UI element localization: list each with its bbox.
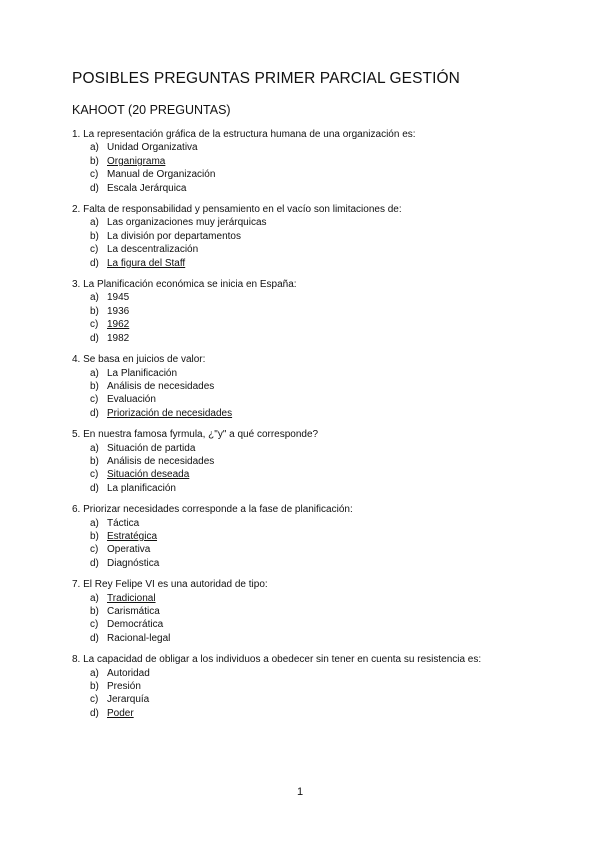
option-item: [90, 155, 552, 168]
option-letter: a): [90, 592, 99, 604]
option-item: [90, 393, 552, 406]
correct-answer-text: Organigrama: [107, 155, 166, 167]
option-item: [90, 530, 552, 543]
question-block: [72, 353, 552, 420]
option-item: [90, 243, 552, 256]
option-item: [90, 592, 552, 605]
option-letter: c): [90, 169, 99, 181]
page-number: 1: [296, 786, 304, 798]
option-item: [90, 680, 552, 693]
option-letter: c): [90, 694, 99, 706]
option-letter: a): [90, 517, 99, 529]
question-block: [72, 503, 552, 570]
option-list: [72, 216, 552, 270]
question-text: 3. La Planificación económica se inicia en España:: [72, 279, 297, 291]
correct-answer-text: Situación deseada: [107, 469, 190, 481]
option-letter: a): [90, 142, 99, 154]
option-letter: d): [90, 707, 99, 719]
option-text: Táctica: [107, 517, 140, 529]
option-text: La planificación: [107, 482, 176, 494]
section-subtitle: KAHOOT (20 PREGUNTAS): [72, 103, 231, 117]
option-item: [90, 305, 552, 318]
question-text: 8. La capacidad de obligar a los individuos a obedecer sin tener en cuenta su resistencia es:: [72, 654, 482, 666]
option-text: Democrática: [107, 619, 164, 631]
correct-answer-text: Priorización de necesidades: [107, 407, 233, 419]
option-letter: d): [90, 332, 99, 344]
option-text: Unidad Organizativa: [107, 142, 198, 154]
option-text: Escala Jerárquica: [107, 182, 187, 194]
option-letter: d): [90, 257, 99, 269]
question-block: [72, 428, 552, 495]
question-text: 2. Falta de responsabilidad y pensamiento en el vacío son limitaciones de:: [72, 204, 402, 216]
option-item: [90, 442, 552, 455]
question-text: 4. Se basa en juicios de valor:: [72, 354, 206, 366]
option-list: [72, 367, 552, 421]
question-text: 1. La representación gráfica de la estructura humana de una organización es:: [72, 129, 416, 140]
option-item: [90, 216, 552, 229]
question-block: [72, 578, 552, 645]
option-letter: d): [90, 407, 99, 419]
option-text: Análisis de necesidades: [107, 380, 215, 392]
option-text: Manual de Organización: [107, 169, 216, 181]
correct-answer-text: Tradicional: [107, 592, 156, 604]
option-letter: b): [90, 681, 99, 693]
option-text: Las organizaciones muy jerárquicas: [107, 217, 267, 229]
option-text: Operativa: [107, 544, 151, 556]
option-text: Carismática: [107, 606, 160, 617]
option-letter: d): [90, 557, 99, 569]
option-letter: a): [90, 667, 99, 679]
correct-answer-text: Poder: [107, 707, 134, 719]
option-text: Presión: [107, 681, 141, 693]
option-list: [72, 517, 552, 571]
option-item: [90, 141, 552, 154]
option-item: [90, 517, 552, 530]
document-title: POSIBLES PREGUNTAS PRIMER PARCIAL GESTIÓN: [72, 70, 460, 87]
option-letter: a): [90, 367, 99, 379]
option-letter: c): [90, 394, 99, 406]
option-item: [90, 182, 552, 195]
correct-answer-text: La figura del Staff: [107, 257, 186, 269]
option-item: [90, 707, 552, 720]
option-letter: c): [90, 319, 99, 331]
option-list: [72, 291, 552, 345]
question-block: [72, 128, 552, 195]
option-item: [90, 380, 552, 393]
option-item: [90, 632, 552, 645]
option-text: 1945: [107, 292, 130, 304]
option-letter: a): [90, 442, 99, 454]
option-text: Análisis de necesidades: [107, 455, 215, 467]
option-item: [90, 618, 552, 631]
option-letter: c): [90, 619, 99, 631]
option-text: Diagnóstica: [107, 557, 160, 569]
option-text: Jerarquía: [107, 694, 150, 706]
option-letter: d): [90, 632, 99, 644]
option-item: [90, 468, 552, 481]
option-letter: b): [90, 230, 99, 242]
option-text: Evaluación: [107, 394, 156, 406]
option-letter: a): [90, 292, 99, 304]
option-letter: b): [90, 455, 99, 467]
option-item: [90, 605, 552, 618]
option-item: [90, 332, 552, 345]
question-text: 5. En nuestra famosa fyrmula, ¿"y" a qué corresponde?: [72, 429, 319, 441]
option-item: [90, 407, 552, 420]
option-item: [90, 230, 552, 243]
option-list: [72, 442, 552, 496]
option-letter: b): [90, 155, 99, 167]
option-letter: b): [90, 305, 99, 317]
option-text: Situación de partida: [107, 442, 196, 454]
option-letter: c): [90, 544, 99, 556]
correct-answer-text: 1962: [107, 319, 130, 331]
option-item: [90, 543, 552, 556]
question-text: 7. El Rey Felipe VI es una autoridad de tipo:: [72, 579, 268, 591]
option-letter: d): [90, 182, 99, 194]
option-item: [90, 318, 552, 331]
question-list: [72, 128, 552, 728]
option-letter: a): [90, 217, 99, 229]
option-text: Autoridad: [107, 667, 150, 679]
option-item: [90, 667, 552, 680]
option-text: La división por departamentos: [107, 230, 241, 242]
option-list: [72, 592, 552, 646]
correct-answer-text: Estratégica: [107, 530, 158, 542]
option-letter: c): [90, 469, 99, 481]
option-item: [90, 257, 552, 270]
option-item: [90, 168, 552, 181]
option-item: [90, 455, 552, 468]
option-text: La Planificación: [107, 367, 178, 379]
option-text: La descentralización: [107, 244, 199, 256]
option-text: Racional-legal: [107, 632, 171, 644]
option-item: [90, 693, 552, 706]
option-item: [90, 482, 552, 495]
option-letter: c): [90, 244, 99, 256]
question-text: 6. Priorizar necesidades corresponde a la fase de planificación:: [72, 504, 353, 516]
option-text: 1982: [107, 332, 130, 344]
question-block: [72, 653, 552, 720]
question-block: [72, 278, 552, 345]
option-text: 1936: [107, 305, 130, 317]
option-letter: b): [90, 530, 99, 542]
option-letter: d): [90, 482, 99, 494]
option-list: [72, 141, 552, 195]
question-block: [72, 203, 552, 270]
option-item: [90, 557, 552, 570]
option-item: [90, 367, 552, 380]
option-item: [90, 291, 552, 304]
option-letter: b): [90, 380, 99, 392]
option-letter: b): [90, 606, 99, 617]
option-list: [72, 667, 552, 721]
